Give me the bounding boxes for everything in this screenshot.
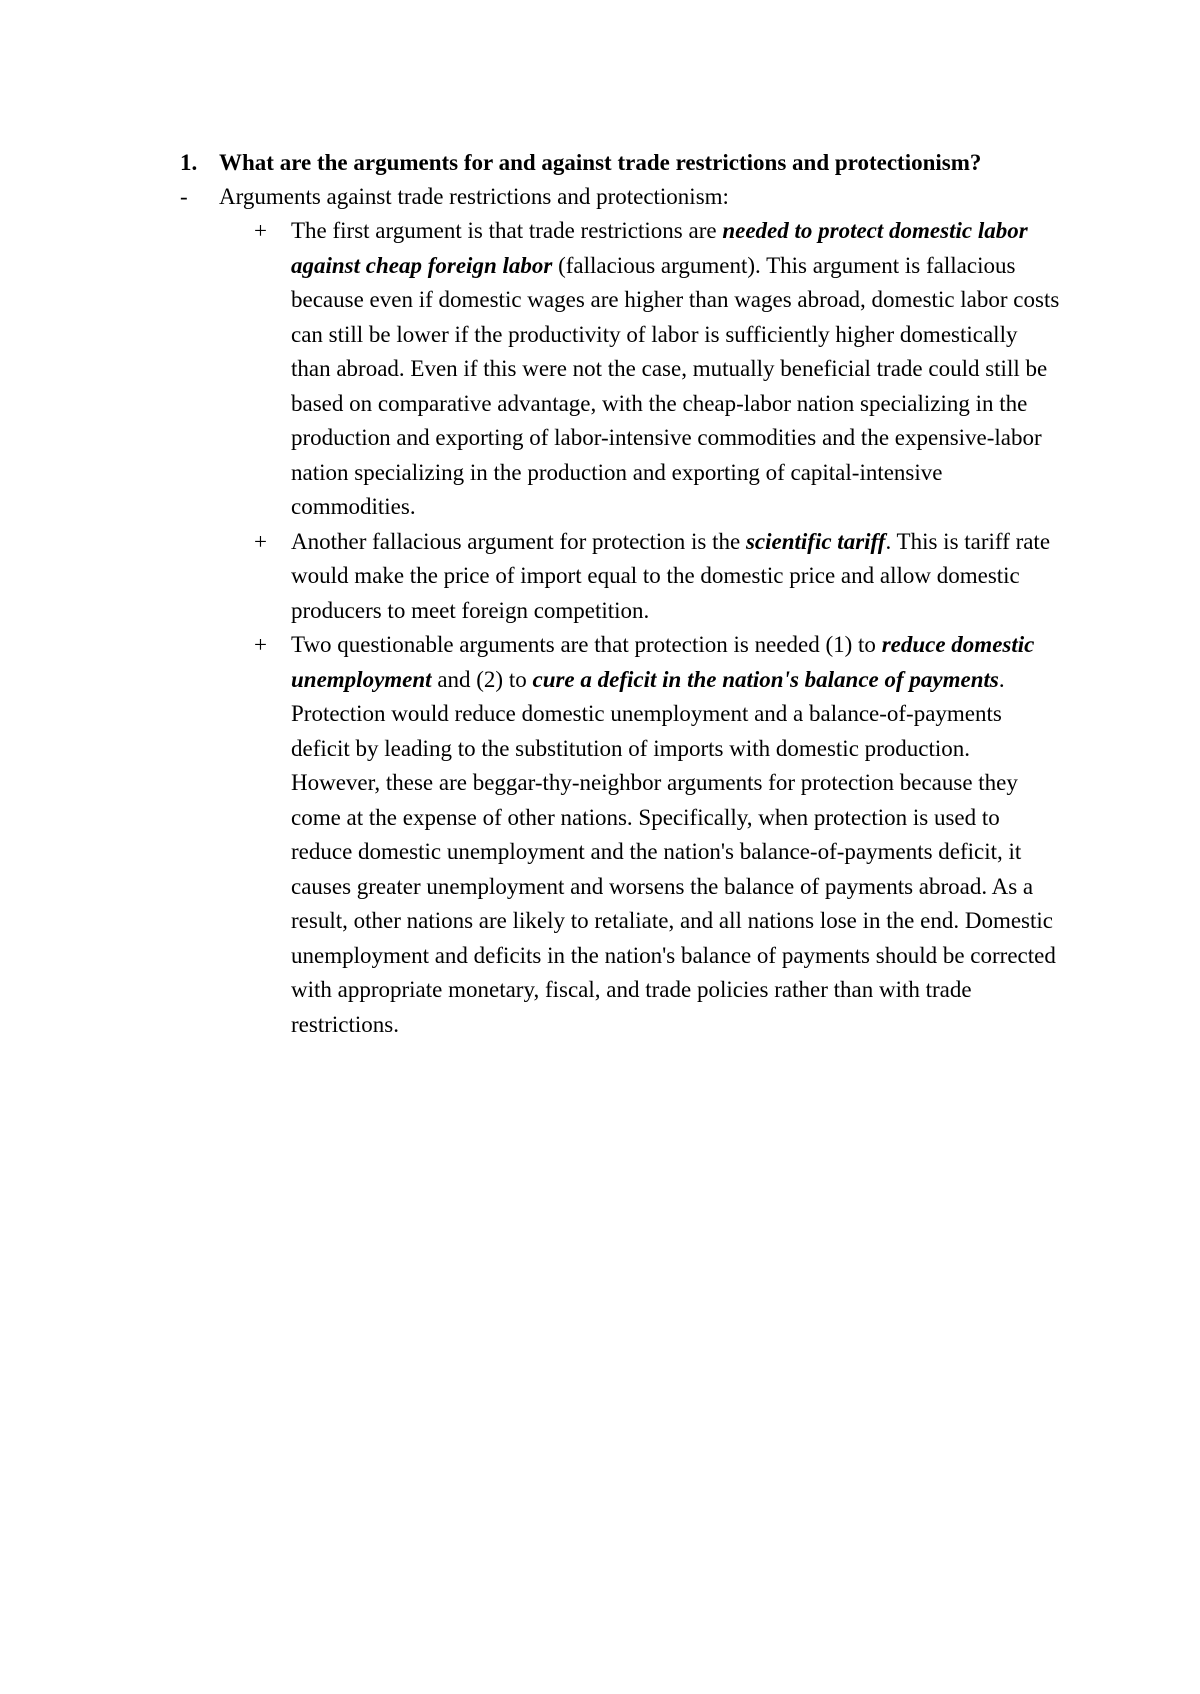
question-block [180, 146, 1060, 1042]
plus-marker: + [254, 632, 267, 657]
question-heading [180, 146, 1060, 180]
text-run: (fallacious argument). This argument is fallacious because even if domestic wages are higher than wages abroad, domestic labor costs can still be lower if the productivity of labor is sufficiently higher domestically than abroad. Even if this were not the case, mutually beneficial trade could still be based on comparative advantage, with the cheap-labor nation specializing in the production and exporting of labor-intensive commodities and the expensive-labor nation specializing in the production and exporting of capital-intensive commodities. [291, 252, 1060, 519]
argument-text [291, 628, 1060, 1042]
emphasis-run: scientific tariff [745, 528, 886, 554]
emphasis-run: reduce domestic unemployment [291, 632, 1035, 692]
text-run: . Protection would reduce domestic unemployment and a balance-of-payments deficit by leading to the substitution of imports with domestic production. However, these are beggar-thy-neighbor arguments for protection because they come at the expense of other nations. Specifically, when protection is used to reduce domestic unemployment and the nation's balance-of-payments deficit, it causes greater unemployment and worsens the balance of payments abroad. As a result, other nations are likely to retaliate, and all nations lose in the end. Domestic unemployment and deficits in the nation's balance of payments should be corrected with appropriate monetary, fiscal, and trade policies rather than with trade restrictions. [291, 666, 1056, 1037]
dash-marker: - [180, 184, 188, 209]
plus-marker: + [254, 218, 267, 243]
argument-text [291, 525, 1060, 629]
argument-item [254, 628, 1060, 1042]
text-run: . This is tariff rate would make the price of import equal to the domestic price and allow domestic producers to meet foreign competition. [291, 528, 1051, 623]
section-heading [180, 180, 1060, 214]
question-text: What are the arguments for and against trade restrictions and protectionism? [219, 150, 982, 175]
section-heading-text: Arguments against trade restrictions and protectionism: [219, 184, 729, 209]
emphasis-run: cure a deficit in the nation's balance of payments [532, 666, 999, 692]
text-run: Two questionable arguments are that protection is needed (1) to [291, 632, 882, 657]
text-run: Another fallacious argument for protection is the [291, 528, 746, 554]
text-run: The first argument is that trade restrictions are [291, 218, 723, 243]
question-number: 1. [180, 150, 198, 175]
argument-item [254, 525, 1060, 629]
argument-item [254, 214, 1060, 525]
argument-list [254, 214, 1060, 1042]
plus-marker: + [254, 528, 267, 554]
text-run: and (2) to [431, 666, 533, 692]
emphasis-run: needed to protect domestic labor against cheap foreign labor [291, 218, 1028, 278]
argument-text [291, 214, 1060, 525]
